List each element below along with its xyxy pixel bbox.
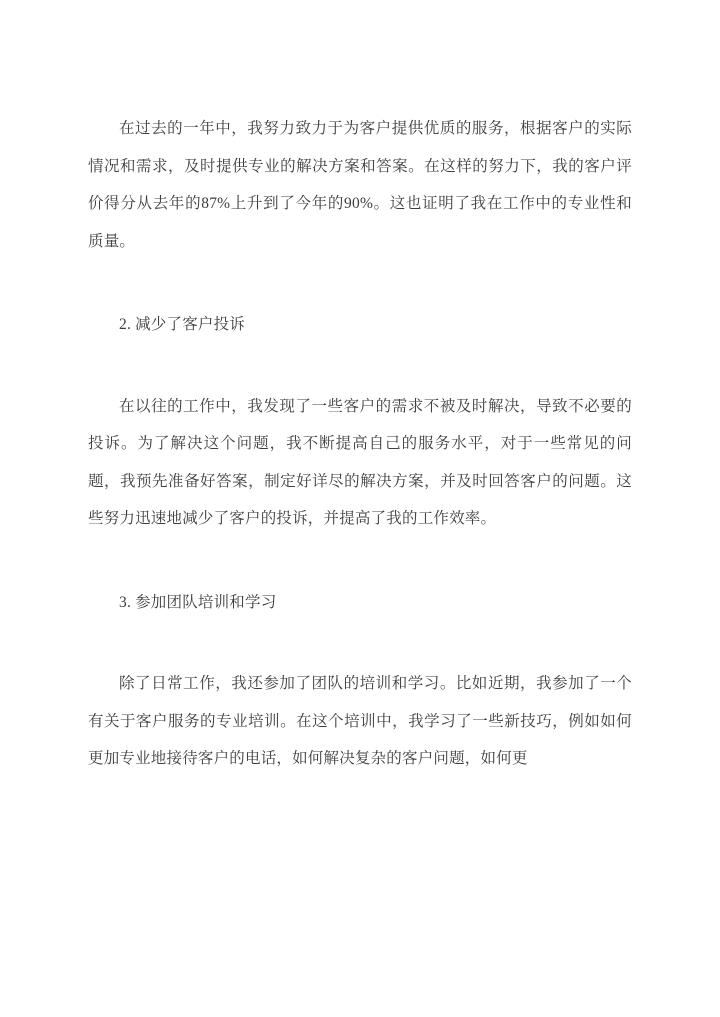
block-gap-3 [88,538,632,584]
block-gap-1 [88,260,632,306]
paragraph-quality-service: 在过去的一年中，我努力致力于为客户提供优质的服务，根据客户的实际情况和需求，及时提供专业的解决方案和答案。在这样的努力下，我的客户评价得分从去年的87%上升到了今年的90%。这也证明了我在工作中的专业性和质量。 [88,120,632,250]
heading-reduce-complaints: 2. 减少了客户投诉 [119,316,246,333]
document-body [88,110,632,778]
block-gap-2 [88,344,632,388]
paragraph-reduce-complaints: 在以往的工作中，我发现了一些客户的需求不被及时解决，导致不必要的投诉。为了解决这个问题，我不断提高自己的服务水平，对于一些常见的问题，我预先准备好答案，制定好详尽的解决方案，并及时回答客户的问题。这些努力迅速地减少了客户的投诉，并提高了我的工作效率。 [88,397,632,527]
heading-team-training: 3. 参加团队培训和学习 [119,593,277,611]
paragraph-team-training: 除了日常工作，我还参加了团队的培训和学习。比如近期，我参加了一个有关于客户服务的专业培训。在这个培训中，我学习了一些新技巧，例如如何更加专业地接待客户的电话，如何解决复杂的客户问题，如何更 [88,675,632,767]
block-gap-4 [88,621,632,665]
